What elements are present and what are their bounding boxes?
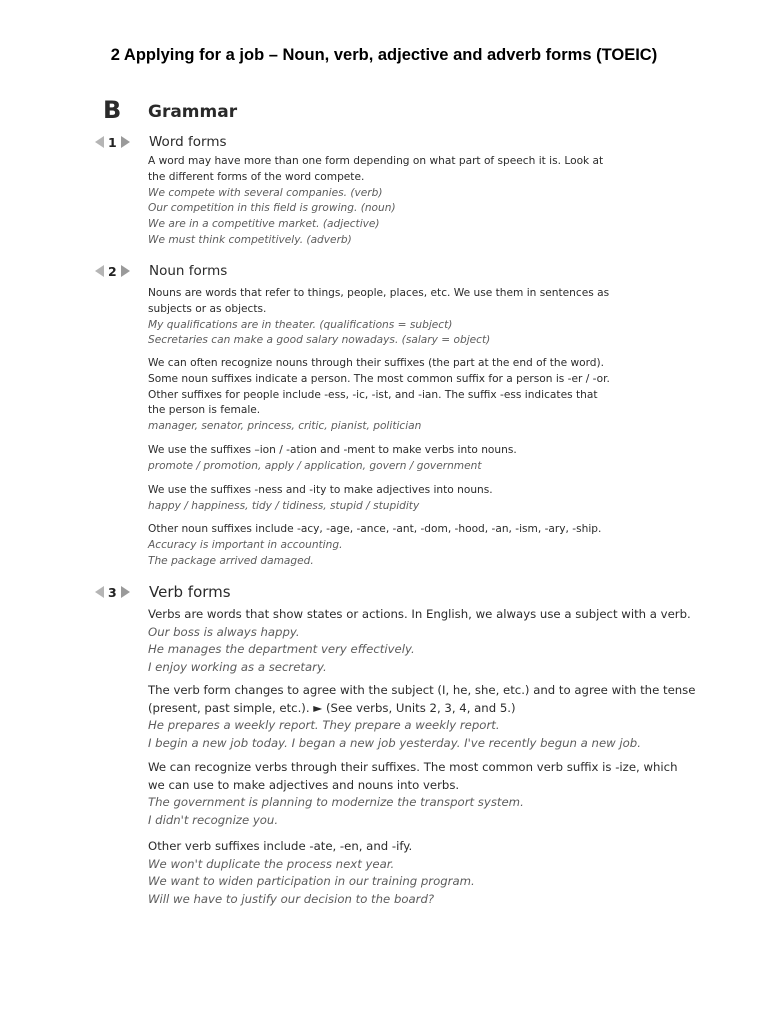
subsection-title: Word forms	[149, 134, 227, 150]
example-line: Our boss is always happy.	[148, 624, 300, 639]
subsection-number: 3	[108, 584, 117, 600]
text-line: Other noun suffixes include -acy, -age, -ance, -ant, -dom, -hood, -an, -ism, -ary, -ship.	[148, 523, 602, 535]
example-line: He manages the department very effectively.	[148, 642, 415, 657]
subsection-3-paragraph-2	[148, 682, 696, 752]
text-line: the person is female.	[148, 404, 261, 417]
text-line: We can recognize verbs through their suffixes. The most common verb suffix is -ize, which	[148, 760, 678, 774]
text-line: Nouns are words that refer to things, people, places, etc. We use them in sentences as	[148, 287, 610, 299]
subsection-2-paragraph-5	[148, 522, 688, 569]
subsection-2-paragraph-3	[148, 443, 688, 475]
example-line: Our competition in this field is growing. (noun)	[148, 202, 396, 215]
text-line: Verbs are words that show states or actions. In English, we always use a subject with a verb.	[148, 607, 691, 621]
example-line: Accuracy is important in accounting.	[148, 538, 343, 551]
example-line: Will we have to justify our decision to the board?	[148, 891, 435, 906]
example-line: We must think competitively. (adverb)	[148, 233, 352, 246]
subsection-title: Noun forms	[149, 263, 228, 279]
arrow-right-icon	[121, 586, 130, 598]
text-line: We can often recognize nouns through their suffixes (the part at the end of the word).	[148, 357, 605, 369]
example-line: We want to widen participation in our training program.	[148, 874, 475, 889]
subsection-3-paragraph-4	[148, 838, 688, 908]
arrow-left-icon	[95, 265, 104, 277]
text-line: Other verb suffixes include -ate, -en, and -ify.	[148, 839, 413, 853]
example-line: I didn't recognize you.	[148, 812, 279, 827]
subsection-1-paragraph-1	[148, 154, 688, 249]
text-line: A word may have more than one form depending on what part of speech it is. Look at	[148, 155, 604, 167]
text-line: (present, past simple, etc.). ► (See verbs, Units 2, 3, 4, and 5.)	[148, 700, 516, 715]
subsection-title: Verb forms	[149, 583, 231, 601]
example-line: Secretaries can make a good salary nowadays. (salary = object)	[148, 334, 491, 347]
text-line: Other suffixes for people include -ess, -ic, -ist, and -ian. The suffix -ess indicates that	[148, 388, 598, 401]
subsection-3-paragraph-3	[148, 759, 688, 829]
example-line: I begin a new job today. I began a new job yesterday. I've recently begun a new job.	[148, 735, 641, 750]
text-line: We use the suffixes -ness and -ity to make adjectives into nouns.	[148, 484, 493, 496]
arrow-right-icon	[121, 265, 130, 277]
subsection-2-paragraph-2	[148, 356, 688, 435]
example-line: The government is planning to modernize the transport system.	[148, 795, 524, 810]
example-line: I enjoy working as a secretary.	[148, 659, 327, 674]
text-line: Some noun suffixes indicate a person. The most common suffix for a person is -er / -or.	[148, 372, 610, 385]
text-line: We use the suffixes –ion / -ation and -ment to make verbs into nouns.	[148, 444, 517, 456]
subsection-2-paragraph-1	[148, 286, 688, 349]
page-title: 2 Applying for a job – Noun, verb, adjective and adverb forms (TOEIC)	[110, 46, 658, 64]
subsection-number-badge	[95, 263, 143, 279]
subsection-number: 2	[108, 263, 117, 279]
subsection-3-paragraph-1	[148, 606, 691, 676]
text-line: we can use to make adjectives and nouns into verbs.	[148, 777, 460, 792]
section-letter: B	[103, 96, 122, 124]
subsection-number: 1	[108, 134, 117, 150]
example-line: We won't duplicate the process next year.	[148, 856, 395, 871]
example-line: promote / promotion, apply / application, govern / government	[148, 459, 482, 472]
example-line: We compete with several companies. (verb)	[148, 186, 383, 199]
example-line: happy / happiness, tidy / tidiness, stupid / stupidity	[148, 499, 420, 512]
text-line: the different forms of the word compete.	[148, 170, 365, 183]
example-line: The package arrived damaged.	[148, 554, 314, 567]
example-line: manager, senator, princess, critic, pianist, politician	[148, 420, 422, 433]
subsection-number-badge	[95, 584, 143, 600]
section-title: Grammar	[148, 102, 238, 122]
text-line: subjects or as objects.	[148, 302, 267, 315]
example-line: He prepares a weekly report. They prepare a weekly report.	[148, 718, 500, 733]
example-line: My qualifications are in theater. (qualifications = subject)	[148, 318, 453, 331]
arrow-right-icon	[121, 136, 130, 148]
text-line: The verb form changes to agree with the subject (I, he, she, etc.) and to agree with the tense	[148, 683, 696, 697]
subsection-1-header	[95, 132, 227, 152]
subsection-3-header	[95, 582, 231, 602]
arrow-left-icon	[95, 136, 104, 148]
subsection-number-badge	[95, 134, 143, 150]
subsection-2-paragraph-4	[148, 483, 688, 515]
example-line: We are in a competitive market. (adjective)	[148, 218, 380, 231]
arrow-left-icon	[95, 586, 104, 598]
subsection-2-header	[95, 261, 227, 281]
